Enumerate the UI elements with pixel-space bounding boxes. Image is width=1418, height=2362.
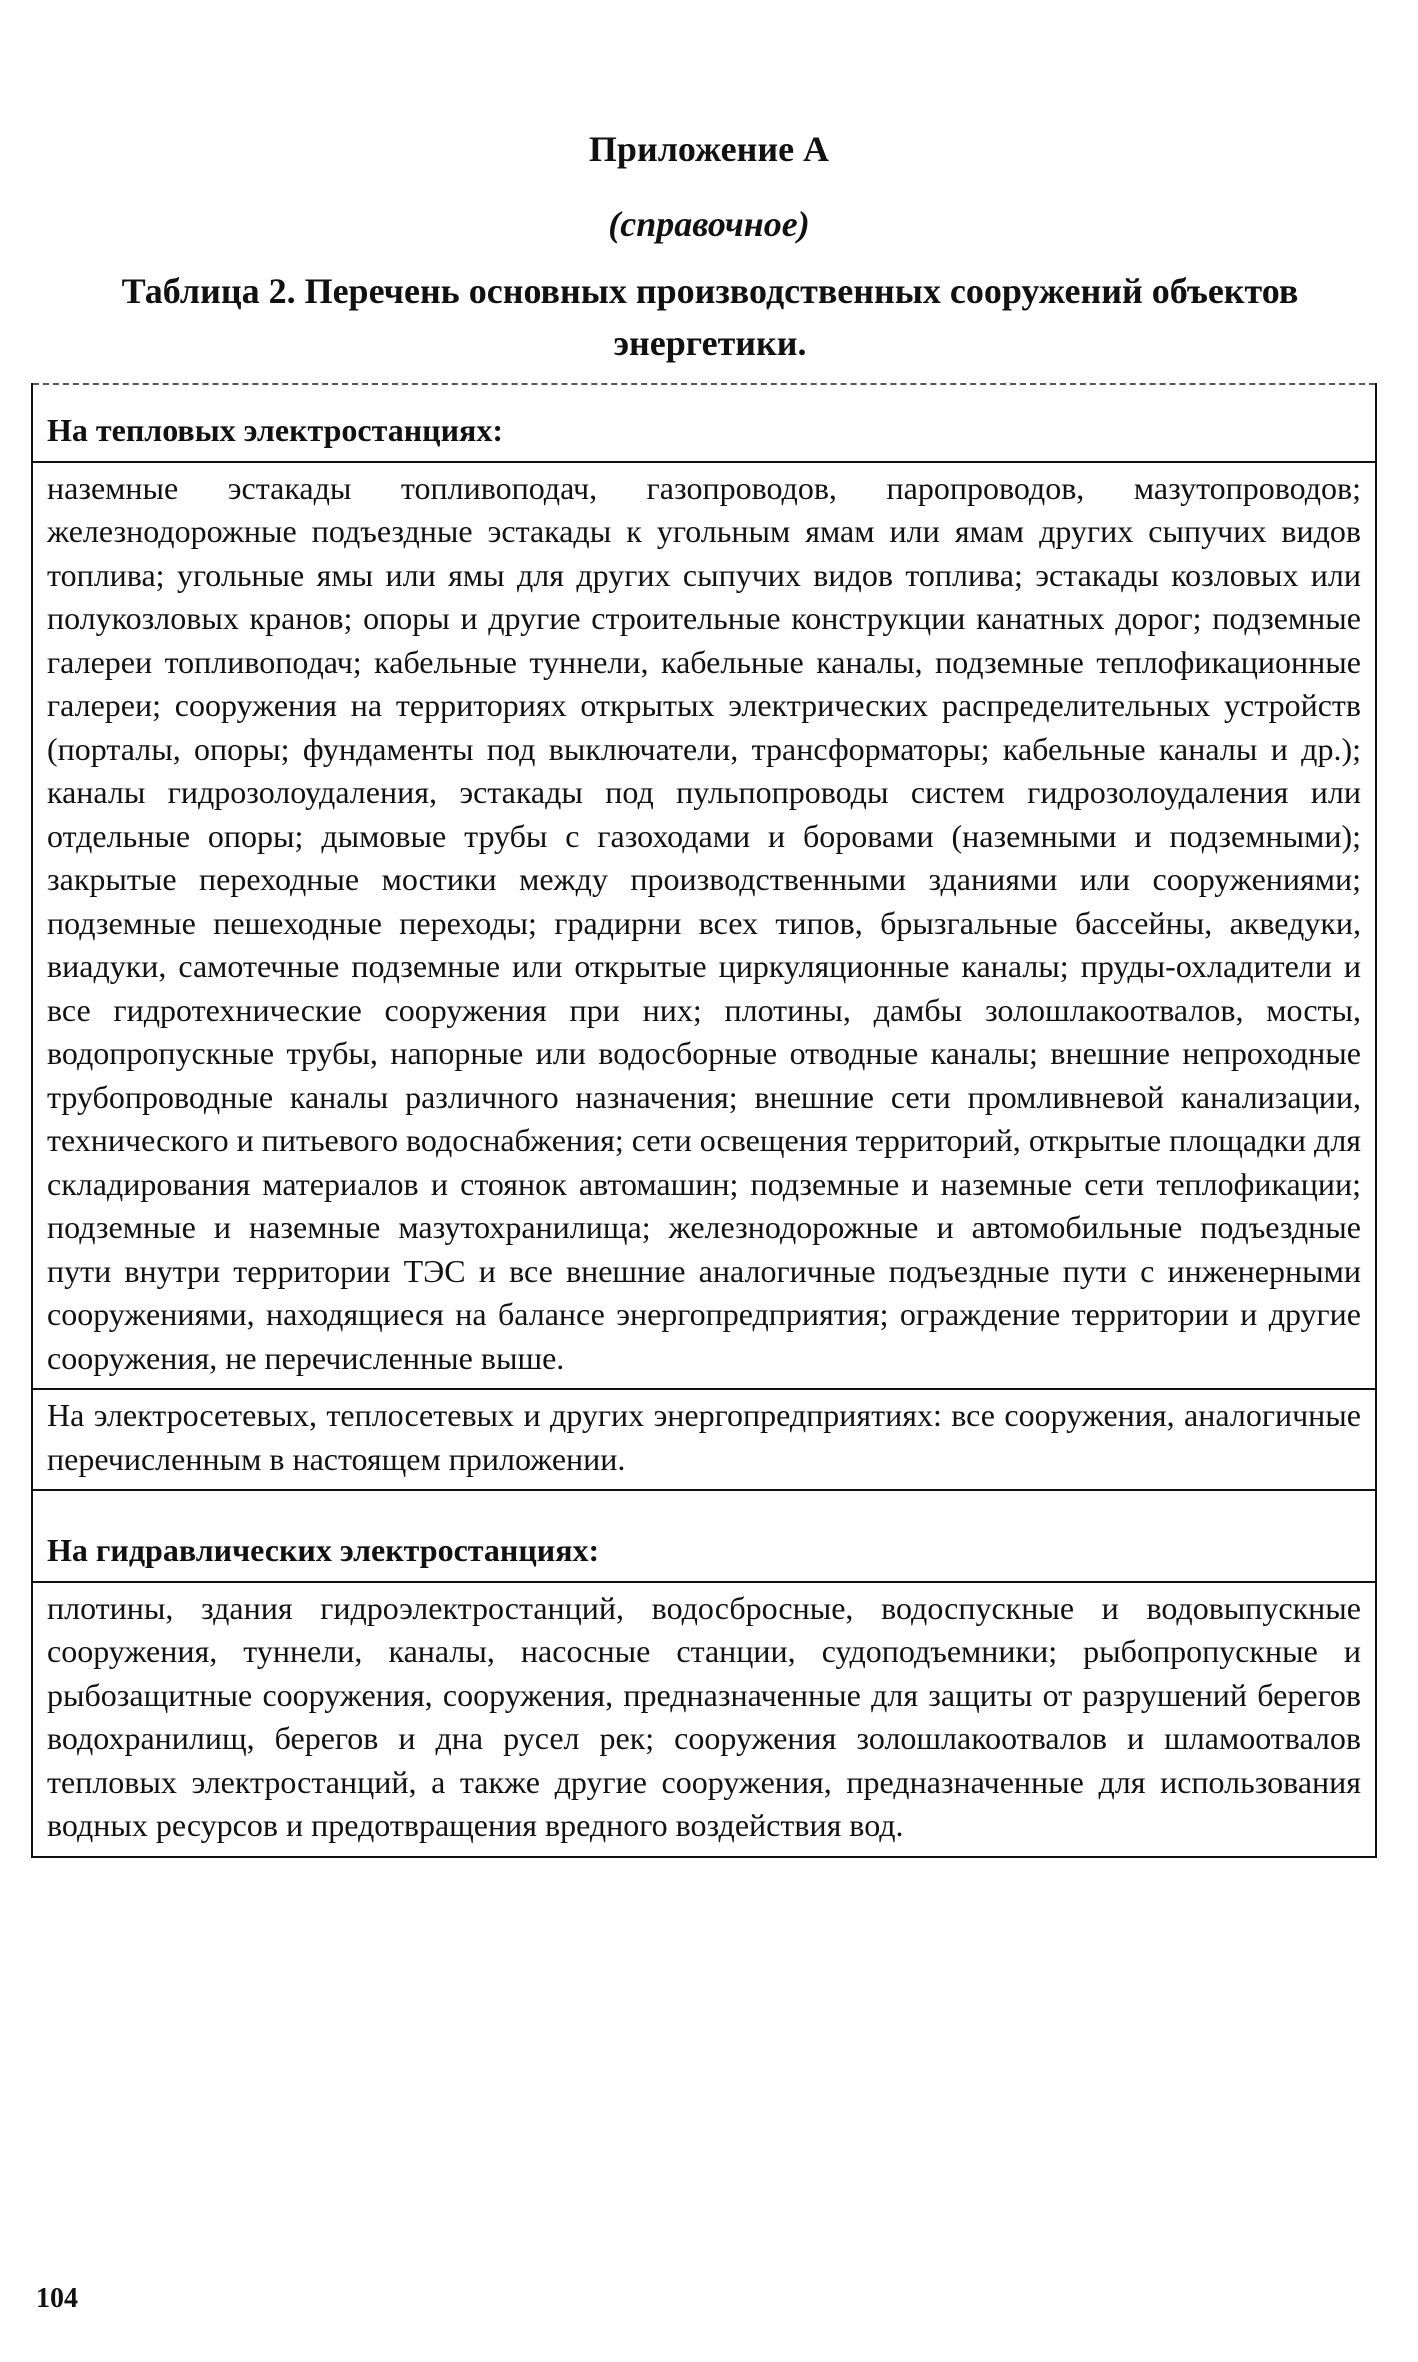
hpp-facilities-text: плотины, здания гидроэлектростанций, водосбросные, водоспускные и водовыпускные сооружения, туннели, каналы, насосные станции, судоподъемники; рыбопропускные и рыбозащитные сооружения, сооружения, предназначенные для защиты от разрушений берегов водохранилищ, берегов и дна русел рек; сооружения золошлакоотвалов и шламоотвалов тепловых электростанций, а также другие сооружения, предназначенные для использования водных ресурсов и предотвращения вредного воздействия вод.: [32, 1582, 1376, 1857]
facilities-table: [31, 383, 1377, 1858]
grid-enterprises-text: На электросетевых, теплосетевых и других энергопредприятиях: все сооружения, аналогичные перечисленным в настоящем приложении.: [32, 1389, 1376, 1490]
table-row: [32, 384, 1376, 462]
appendix-subtitle: (справочное): [608, 204, 810, 244]
tpp-heading: На тепловых электростанциях:: [32, 384, 1376, 462]
table-row: [32, 1490, 1376, 1582]
appendix-title: Приложение А: [588, 129, 830, 169]
table-row: [32, 462, 1376, 1390]
table-caption: Таблица 2. Перечень основных производственных сооружений объектов энергетики.: [121, 271, 1299, 363]
hpp-heading: На гидравлических электростанциях:: [32, 1490, 1376, 1582]
tpp-facilities-text: наземные эстакады топливоподач, газопроводов, паропроводов, мазутопроводов; железнодорожные подъездные эстакады к угольным ямам или ямам других сыпучих видов топлива; угольные ямы или ямы для других сыпучих видов топлива; эстакады козловых или полукозловых кранов; опоры и другие строительные конструкции канатных дорог; подземные галереи топливоподач; кабельные туннели, кабельные каналы, подземные теплофикационные галереи; сооружения на территориях открытых электрических распределительных устройств (порталы, опоры; фундаменты под выключатели, трансформаторы; кабельные каналы и др.); каналы гидрозолоудаления, эстакады под пульпопроводы систем гидрозолоудаления или отдельные опоры; дымовые трубы с газоходами и боровами (наземными и подземными); закрытые переходные мостики между производственными зданиями или сооружениями; подземные пешеходные переходы; градирни всех типов, брызгальные бассейны, акведуки, виадуки, самотечные подземные или открытые циркуляционные каналы; пруды-охладители и все гидротехнические сооружения при них; плотины, дамбы золошлакоотвалов, мосты, водопропускные трубы, напорные или водосборные отводные каналы; внешние непроходные трубопроводные каналы различного назначения; внешние сети промливневой канализации, технического и питьевого водоснабжения; сети освещения территорий, открытые площадки для складирования материалов и стоянок автомашин; подземные и наземные сети теплофикации; подземные и наземные мазутохранилища; железнодорожные и автомобильные подъездные пути внутри территории ТЭС и все внешние аналогичные подъездные пути с инженерными сооружениями, находящиеся на балансе энергопредприятия; ограждение территории и другие сооружения, не перечисленные выше.: [32, 462, 1376, 1390]
page-number: 104: [36, 2283, 78, 2314]
table-row: [32, 1389, 1376, 1490]
table-row: [32, 1582, 1376, 1857]
